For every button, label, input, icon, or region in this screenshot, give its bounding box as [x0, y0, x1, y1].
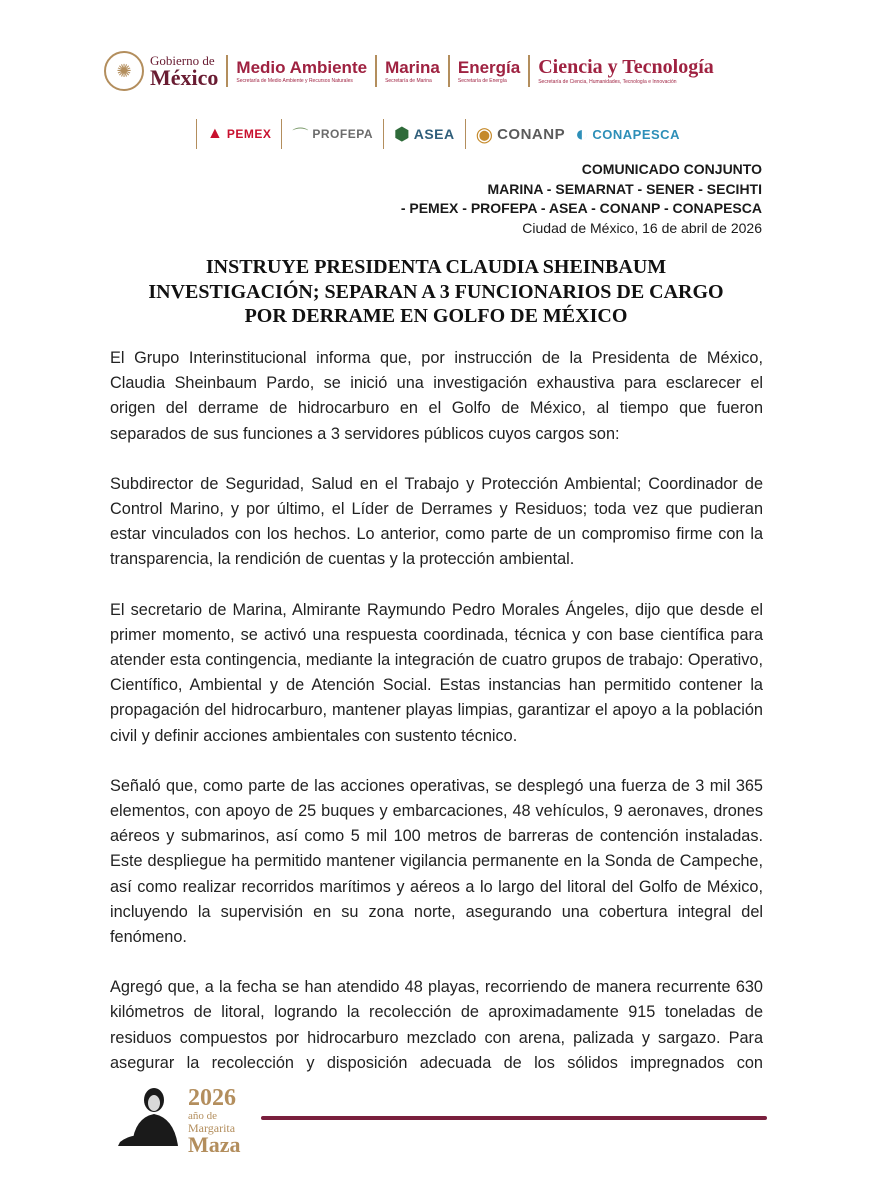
logo-divider	[375, 55, 377, 87]
pemex-drop-icon: ▲	[207, 125, 223, 142]
logo-divider	[448, 55, 450, 87]
department-name: Ciencia y Tecnología	[538, 56, 714, 78]
department-sub: Secretaría de Marina	[385, 77, 432, 84]
logo-divider	[196, 119, 197, 149]
government-logos-row	[104, 48, 714, 94]
footer	[116, 1080, 766, 1157]
logo-pemex	[207, 125, 271, 143]
org-name: CONAPESCA	[592, 126, 680, 142]
logo-divider	[465, 119, 466, 149]
communique-agencies-1: MARINA - SEMARNAT - SENER - SECIHTI	[487, 180, 762, 197]
logo-divider	[528, 55, 530, 87]
logo-asea	[394, 124, 455, 145]
body-paragraph: Subdirector de Seguridad, Salud en el Trabajo y Protección Ambiental; Coordinador de Control Marino, y por último, el Líder de Derrames y Residuos; toda vez que pudieran estar vinculados con los hechos. Lo anterior, como parte de un compromiso firme con la transparencia, la rendición de cuentas y la protección ambiental.	[110, 474, 763, 569]
org-name: PEMEX	[226, 127, 272, 141]
department-sub: Secretaría de Medio Ambiente y Recursos Naturales	[236, 77, 353, 84]
department-name: Marina	[385, 57, 440, 77]
logo-divider	[226, 55, 228, 87]
gobierno-de-mexico-logo	[104, 51, 218, 91]
logo-marina	[385, 59, 440, 84]
communique-agencies-2: - PEMEX - PROFEPA - ASEA - CONANP - CONAPESCA	[400, 200, 762, 216]
agencies-logos-row	[186, 116, 680, 152]
department-sub: Secretaría de Energía	[457, 77, 507, 84]
communique-type: COMUNICADO CONJUNTO	[581, 161, 762, 177]
logo-energia	[458, 59, 520, 84]
body-paragraph: El Grupo Interinstitucional informa que, por instrucción de la Presidenta de México, Claudia Sheinbaum Pardo, se inició una investigación exhaustiva para esclarecer el origen del derrame de hidrocarburo en el Golfo de México, al tiempo que fueron separados de sus funciones a 3 servidores públicos cuyos cargos son:	[110, 349, 763, 443]
communique-date: Ciudad de México, 16 de abril de 2026	[522, 219, 762, 236]
title-line: INSTRUYE PRESIDENTA CLAUDIA SHEINBAUM	[205, 256, 667, 278]
profepa-icon: ⌒	[292, 127, 309, 145]
logo-conapesca	[575, 121, 680, 147]
national-shield-icon: ✺	[104, 51, 144, 91]
title-line: POR DERRAME EN GOLFO DE MÉXICO	[244, 305, 628, 327]
gobierno-line1: Gobierno de	[150, 52, 215, 68]
department-name: Energía	[457, 57, 521, 77]
margarita-maza-portrait-icon	[118, 1084, 184, 1146]
body-paragraph: Agregó que, a la fecha se han atendido 48 playas, recorriendo de manera recurrente 630 kilómetros de litoral, logrando la recolección de aproximadamente 915 toneladas de residuos compuestos por hidrocarburo mezclado con arena, palizada y sargazo. Para asegurar la recolección y disposición adecuada de los sólidos impregnados con	[110, 978, 763, 1072]
asea-icon: ⬢	[394, 123, 410, 144]
footer-line-b: Margarita	[188, 1121, 236, 1135]
margarita-maza-year-logo	[188, 1086, 241, 1156]
logo-ciencia-tecnologia	[538, 57, 714, 85]
title-line: INVESTIGACIÓN; SEPARAN A 3 FUNCIONARIOS DE CARGO	[148, 280, 724, 303]
body-paragraph: El secretario de Marina, Almirante Raymundo Pedro Morales Ángeles, dijo que desde el primer momento, se activó una respuesta coordinada, técnica y con base científica para atender esta contingencia, mediante la integración de cuatro grupos de trabajo: Operativo, Científico, Ambiental y de Atención Social. Estas instancias han permitido contener la propagación del hidrocarburo, mantener playas limpias, garantizar el apoyo a la población civil y definir acciones ambientales con sustento técnico.	[110, 600, 763, 745]
org-name: PROFEPA	[312, 127, 373, 141]
logo-divider	[383, 119, 384, 149]
logo-divider	[281, 119, 282, 149]
logo-conanp	[476, 122, 565, 147]
press-release-title	[110, 255, 762, 329]
footer-year: 2026	[188, 1085, 236, 1111]
press-release-body	[110, 346, 763, 1101]
gobierno-line2: México	[150, 64, 219, 90]
footer-line-c: Maza	[188, 1132, 241, 1157]
department-sub: Secretaría de Ciencia, Humanidades, Tecnología e Innovación	[538, 79, 677, 85]
department-name: Medio Ambiente	[236, 57, 368, 77]
conapesca-icon: ◐	[575, 121, 589, 146]
logo-profepa	[292, 123, 373, 146]
logo-medio-ambiente	[236, 59, 367, 84]
body-paragraph: Señaló que, como parte de las acciones operativas, se desplegó una fuerza de 3 mil 365 elementos, con apoyo de 25 buques y embarcaciones, 48 vehículos, 9 aeronaves, drones aéreos y submarinos, así como 5 mil 100 metros de barreras de contención instaladas. Este despliegue ha permitido mantener vigilancia permanente en la Sonda de Campeche, así como realizar recorridos marítimos y aéreos a lo largo del litoral del Golfo de México, incluyendo la supervisión en su zona norte, asegurando una cobertura integral del fenómeno.	[110, 776, 763, 947]
org-name: ASEA	[413, 126, 455, 142]
org-name: CONANP	[497, 125, 566, 143]
conanp-icon: ◉	[475, 123, 494, 146]
communique-heading	[401, 160, 762, 238]
footer-line-a: año de	[188, 1110, 218, 1122]
footer-divider-bar	[261, 1116, 767, 1120]
